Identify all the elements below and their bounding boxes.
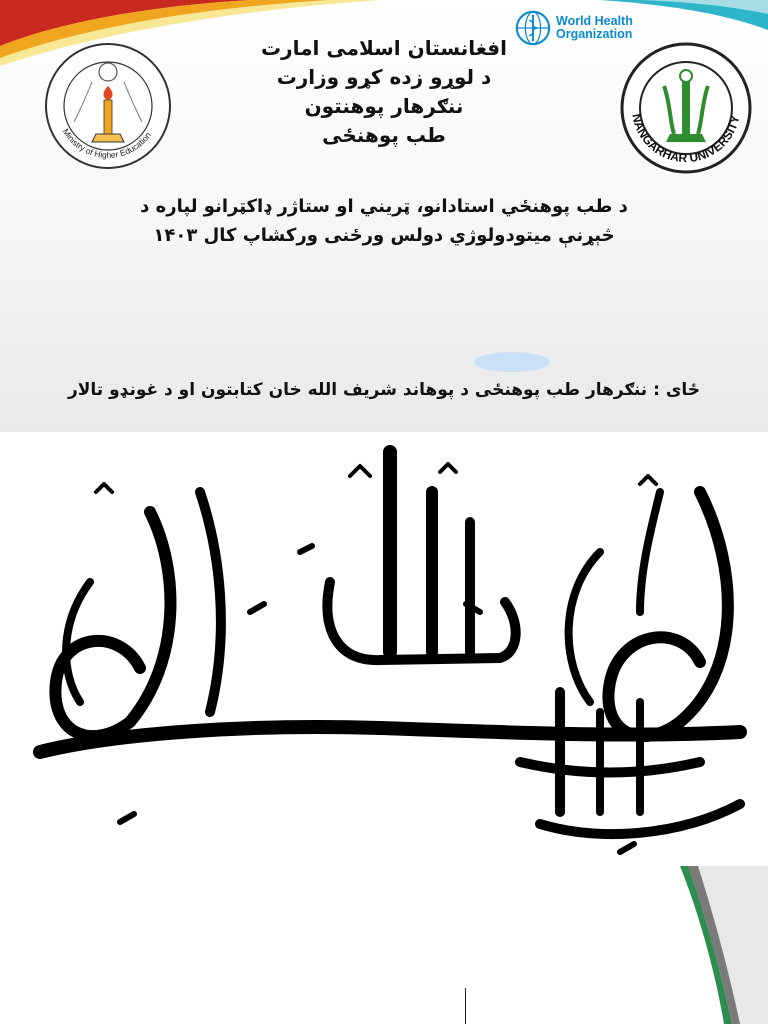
venue-text: ځای : ننګرهار طب پوهنځی د پوهاند شريف الله خان کتابتون او د غونډو تالار: [67, 380, 701, 400]
ministry-logo: [44, 42, 172, 170]
subtitle-line-1: د طب پوهنځي استادانو، ټريني او ستاژر ډاکټرانو لپاره د: [140, 196, 628, 217]
corner-decoration: [680, 866, 768, 1024]
university-logo: [620, 42, 752, 174]
slide-header: [0, 0, 768, 432]
workshop-subtitle: [80, 192, 688, 250]
subtitle-line-2: څېړنې ميتودولوژي دولس ورځنى ورکشاپ کال ۱۴۰۳: [153, 225, 615, 246]
title-line-emirate: افغانستان اسلامی امارت: [261, 36, 507, 60]
svg-text:NANGARHAR UNIVERSITY: NANGARHAR UNIVERSITY: [629, 112, 743, 166]
title-line-ministry: د لوړو زده کړو وزارت: [276, 65, 492, 89]
decorative-blue-pill: [474, 352, 550, 372]
bismillah-calligraphy: [0, 432, 768, 872]
title-line-university: ننګرهار پوهنتون: [304, 94, 464, 118]
text-cursor-line: [465, 988, 466, 1024]
svg-text:Ministry of Higher Education: Ministry of Higher Education: [60, 126, 153, 161]
who-name-line2: Organization: [556, 27, 633, 41]
institution-title: [200, 34, 568, 150]
who-name-line1: World Health: [556, 14, 633, 28]
title-line-faculty: طب پوهنځی: [322, 123, 446, 147]
